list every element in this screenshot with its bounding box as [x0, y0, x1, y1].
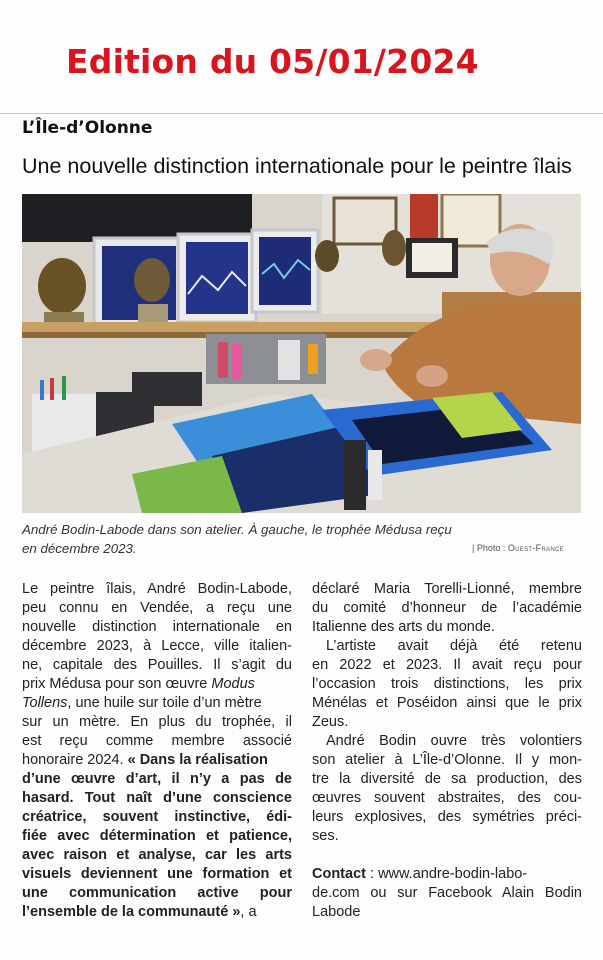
- quote-text: l’ensemble de la communauté »: [22, 904, 241, 920]
- article-line[interactable]: de.com ou sur Facebook Alain Bodin: [312, 885, 582, 901]
- credit-prefix: | Photo :: [472, 543, 506, 553]
- caption-line: en décembre 2023.: [22, 541, 137, 556]
- article-line: l’occasion trois distinctions, les prix: [312, 676, 582, 692]
- article-line: [22, 675, 292, 694]
- article-line: Italienne des arts du monde.: [312, 619, 495, 635]
- article-line: [22, 903, 292, 922]
- text-run: honoraire 2024.: [22, 752, 128, 768]
- quote-line: visuels deviennent une formation et: [22, 866, 292, 882]
- article-line: son atelier à L’Île-d’Olonne. Il y mon-: [312, 752, 582, 768]
- artwork-title: Tollens: [22, 695, 68, 711]
- paragraph-gap: [312, 846, 582, 865]
- credit-source: Ouest-France: [507, 543, 564, 553]
- article-line: peu connu en Vendée, a reçu une: [22, 600, 292, 616]
- article-line: André Bodin ouvre très volontiers: [326, 733, 582, 749]
- article-line: [22, 751, 292, 770]
- article-line: ses.: [312, 828, 339, 844]
- atelier-photo-illustration: [22, 194, 581, 513]
- article-line: sur un mètre. En plus du trophée, il: [22, 714, 292, 730]
- article-line: décembre 2023, à Lecce, ville italien-: [22, 638, 292, 654]
- edition-date-title: Edition du 05/01/2024: [66, 42, 479, 81]
- article-line: leurs explosives, des symétries préci-: [312, 809, 582, 825]
- article-headline: Une nouvelle distinction internationale pour le peintre îlais: [22, 154, 572, 178]
- photo-credit: [472, 543, 564, 553]
- article-line: en 2022 et 2023. Il avait reçu pour: [312, 657, 582, 673]
- quote-line: hasard. Tout naît d’une conscience: [22, 790, 292, 806]
- article-line: tre la diversité de sa production, des: [312, 771, 582, 787]
- artwork-title: Modus: [211, 676, 255, 692]
- quote-line: créatrice, souvent instinctive, édi-: [22, 809, 292, 825]
- article-line: Labode: [312, 904, 361, 920]
- article-line: ne, capitale des Pouilles. Il s’agit du: [22, 657, 292, 673]
- article-line: œuvres souvent abstraites, des cou-: [312, 790, 582, 806]
- article-line: est reçu comme membre associé: [22, 733, 292, 749]
- quote-line: avec raison et analyse, car les arts: [22, 847, 292, 863]
- contact-label: Contact: [312, 866, 366, 882]
- article-column-1: [22, 580, 292, 922]
- article-line: [22, 694, 292, 713]
- rubric-location: L’Île-d’Olonne: [22, 118, 153, 138]
- article-line: Le peintre îlais, André Bodin-Labode,: [22, 581, 292, 597]
- quote-text: « Dans la réalisation: [127, 752, 268, 768]
- article-line: [312, 865, 582, 884]
- text-run: , a: [240, 904, 257, 920]
- caption-line: André Bodin-Labode dans son atelier. À gauche, le trophée Médusa reçu: [22, 522, 452, 537]
- text-run: , une huile sur toile d’un mètre: [67, 695, 262, 711]
- contact-website[interactable]: : www.andre-bodin-labo-: [365, 866, 528, 882]
- article-line: Ménélas et Poséidon ainsi que le prix: [312, 695, 582, 711]
- quote-line: d’une œuvre d’art, il n’y a pas de: [22, 771, 292, 787]
- quote-line: fiée avec détermination et patience,: [22, 828, 292, 844]
- article-line: Zeus.: [312, 714, 349, 730]
- article-line: déclaré Maria Torelli-Lionné, membre: [312, 581, 582, 597]
- article-line: L’artiste avait déjà été retenu: [326, 638, 582, 654]
- header-divider: [0, 113, 603, 114]
- quote-line: une communication active pour: [22, 885, 292, 901]
- text-run: prix Médusa pour son œuvre: [22, 676, 212, 692]
- article-column-2: [312, 580, 582, 922]
- article-line: du comité d’honneur de l’académie: [312, 600, 582, 616]
- article-line: nouvelle distinction internationale en: [22, 619, 292, 635]
- article-photo: [22, 194, 581, 513]
